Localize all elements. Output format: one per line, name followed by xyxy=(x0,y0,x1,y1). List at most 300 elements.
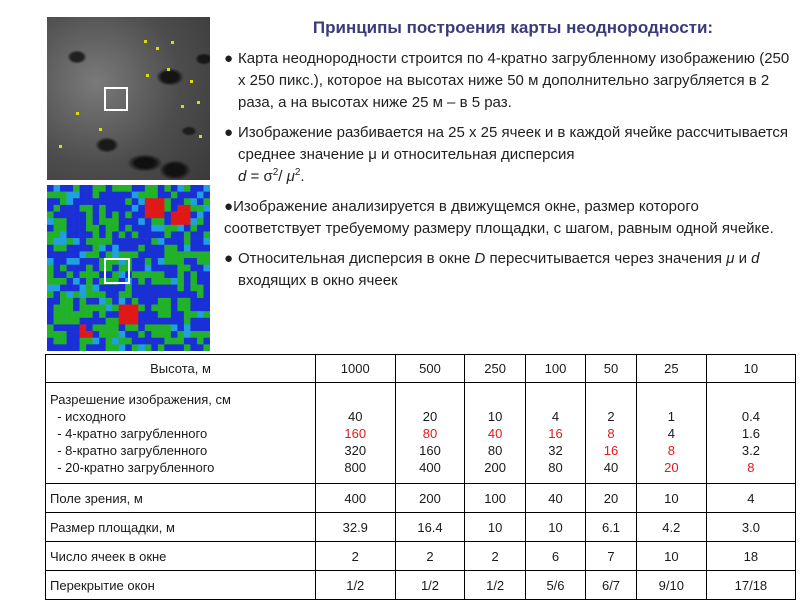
heat-cell xyxy=(47,271,54,278)
heat-cell xyxy=(151,258,158,265)
heat-cell xyxy=(106,231,113,238)
parameters-table xyxy=(45,354,796,600)
heat-cell xyxy=(132,291,139,298)
resolution-value: 32 xyxy=(548,442,563,458)
heat-cell xyxy=(138,271,145,278)
heat-cell xyxy=(177,265,184,272)
heat-cell xyxy=(138,258,145,265)
heat-cell xyxy=(80,271,87,278)
heat-cell xyxy=(73,285,80,292)
heat-cell xyxy=(112,298,119,305)
table-cell: 4.2 xyxy=(636,513,706,542)
heat-cell xyxy=(190,271,197,278)
heat-cell xyxy=(138,331,145,338)
heat-cell xyxy=(177,271,184,278)
heat-cell xyxy=(99,231,106,238)
heat-cell xyxy=(54,285,61,292)
heat-cell xyxy=(203,205,210,212)
heat-cell xyxy=(132,331,139,338)
marker-dot xyxy=(144,40,147,43)
heat-cell xyxy=(60,198,67,205)
heat-cell xyxy=(138,212,145,219)
heat-cell xyxy=(112,338,119,345)
heat-cell xyxy=(125,245,132,252)
heat-cell xyxy=(73,265,80,272)
heat-cell xyxy=(67,318,74,325)
heat-cell xyxy=(177,338,184,345)
heat-cell xyxy=(125,231,132,238)
heat-cell xyxy=(132,251,139,258)
heat-cell xyxy=(60,231,67,238)
heat-cell xyxy=(184,331,191,338)
heat-cell xyxy=(67,298,74,305)
heat-cell xyxy=(184,344,191,351)
resolution-value: 80 xyxy=(487,442,503,458)
heat-cell xyxy=(86,271,93,278)
heat-cell xyxy=(190,231,197,238)
heat-cell xyxy=(125,285,132,292)
heat-cell xyxy=(203,251,210,258)
table-cell: 4 xyxy=(706,484,795,513)
heat-cell xyxy=(145,185,152,192)
heat-cell xyxy=(86,278,93,285)
heat-cell xyxy=(158,305,165,312)
heat-cell xyxy=(197,185,204,192)
heat-cell xyxy=(164,185,171,192)
heat-cell xyxy=(158,278,165,285)
heat-cell xyxy=(54,324,61,331)
heat-cell xyxy=(203,238,210,245)
heat-cell xyxy=(145,218,152,225)
heat-cell xyxy=(106,311,113,318)
heat-cell xyxy=(106,324,113,331)
heat-cell xyxy=(132,271,139,278)
heat-cell xyxy=(60,278,67,285)
table-cell: 40 xyxy=(525,484,585,513)
heat-cell xyxy=(164,305,171,312)
heat-cell xyxy=(203,231,210,238)
heat-cell xyxy=(67,192,74,199)
heat-cell xyxy=(184,285,191,292)
resolution-value: 10 xyxy=(487,408,503,424)
heat-cell xyxy=(93,324,100,331)
heat-cell xyxy=(60,344,67,351)
heat-cell xyxy=(145,198,152,205)
header-cell: 100 xyxy=(525,355,585,383)
heat-cell xyxy=(47,192,54,199)
heat-cell xyxy=(125,212,132,219)
heat-cell xyxy=(184,205,191,212)
heat-cell xyxy=(73,311,80,318)
heat-cell xyxy=(86,265,93,272)
heat-cell xyxy=(151,305,158,312)
heat-cell xyxy=(197,192,204,199)
heat-cell xyxy=(112,318,119,325)
heat-cell xyxy=(138,318,145,325)
heat-cell xyxy=(177,324,184,331)
heat-cell xyxy=(112,245,119,252)
table-cell: 7 xyxy=(586,542,637,571)
heat-cell xyxy=(99,331,106,338)
heat-cell xyxy=(190,258,197,265)
heat-cell xyxy=(145,238,152,245)
table-cell: 100 xyxy=(465,484,525,513)
heat-cell xyxy=(197,318,204,325)
heat-cell xyxy=(60,318,67,325)
heat-cell xyxy=(125,338,132,345)
row-label: Число ячеек в окне xyxy=(46,542,316,571)
heat-cell xyxy=(164,298,171,305)
heat-cell xyxy=(158,205,165,212)
heat-cell xyxy=(138,185,145,192)
heat-cell xyxy=(151,265,158,272)
table-cell: 1/2 xyxy=(395,571,465,600)
heat-cell xyxy=(106,225,113,232)
heat-cell xyxy=(73,238,80,245)
row-label: Размер площадки, м xyxy=(46,513,316,542)
heat-cell xyxy=(60,238,67,245)
heat-cell xyxy=(138,324,145,331)
heat-cell xyxy=(158,338,165,345)
heat-cell xyxy=(54,192,61,199)
heat-cell xyxy=(73,338,80,345)
heat-cell xyxy=(177,225,184,232)
heat-cell xyxy=(158,225,165,232)
heat-cell xyxy=(197,212,204,219)
heat-cell xyxy=(158,185,165,192)
heat-cell xyxy=(184,311,191,318)
marker-dot xyxy=(197,101,200,104)
heat-cell xyxy=(73,318,80,325)
heat-cell xyxy=(93,298,100,305)
table-cell: 2 xyxy=(465,542,525,571)
heat-cell xyxy=(60,218,67,225)
heat-cell xyxy=(67,324,74,331)
heat-cell xyxy=(67,265,74,272)
heat-cell xyxy=(158,291,165,298)
heat-cell xyxy=(67,305,74,312)
heat-cell xyxy=(190,225,197,232)
table-cell xyxy=(395,383,465,484)
heat-cell xyxy=(184,231,191,238)
heat-cell xyxy=(119,318,126,325)
formula: $d = \sigma^2/$ $\mu^2$. xyxy=(238,167,305,185)
heat-cell xyxy=(80,324,87,331)
heat-cell xyxy=(93,291,100,298)
resolution-value: 8 xyxy=(607,425,615,441)
heat-cell xyxy=(203,271,210,278)
table-row xyxy=(46,383,796,484)
heat-cell xyxy=(106,192,113,199)
table-row xyxy=(46,484,796,513)
heat-cell xyxy=(119,324,126,331)
heat-cell xyxy=(184,185,191,192)
resolution-value: 20 xyxy=(664,459,679,475)
heat-cell xyxy=(184,198,191,205)
heat-cell xyxy=(151,331,158,338)
heat-cell xyxy=(54,251,61,258)
heat-cell xyxy=(86,298,93,305)
heat-cell xyxy=(164,192,171,199)
heat-cell xyxy=(145,225,152,232)
heat-cell xyxy=(190,291,197,298)
heat-cell xyxy=(164,245,171,252)
heat-cell xyxy=(119,285,126,292)
heat-cell xyxy=(80,205,87,212)
heat-cell xyxy=(164,291,171,298)
heat-cell xyxy=(203,318,210,325)
heat-cell xyxy=(60,285,67,292)
heat-cell xyxy=(145,338,152,345)
heat-cell xyxy=(197,285,204,292)
heat-cell xyxy=(197,265,204,272)
heat-cell xyxy=(73,225,80,232)
heat-cell xyxy=(112,225,119,232)
heat-cell xyxy=(138,311,145,318)
heat-cell xyxy=(197,331,204,338)
heat-cell xyxy=(190,298,197,305)
heat-cell xyxy=(132,344,139,351)
heat-cell xyxy=(203,285,210,292)
heat-cell xyxy=(47,324,54,331)
heat-cell xyxy=(99,338,106,345)
heat-cell xyxy=(203,192,210,199)
heat-cell xyxy=(112,305,119,312)
table-cell xyxy=(465,383,525,484)
heat-cell xyxy=(112,185,119,192)
heat-cell xyxy=(125,291,132,298)
heat-cell xyxy=(54,265,61,272)
heat-cell xyxy=(138,344,145,351)
heat-cell xyxy=(47,238,54,245)
heat-cell xyxy=(132,265,139,272)
marker-dot xyxy=(146,74,149,77)
heat-cell xyxy=(197,311,204,318)
heat-cell xyxy=(177,331,184,338)
heat-cell xyxy=(106,245,113,252)
heat-cell xyxy=(54,212,61,219)
heat-cell xyxy=(177,298,184,305)
heat-cell xyxy=(138,192,145,199)
heat-cell xyxy=(86,285,93,292)
heat-cell xyxy=(190,192,197,199)
heat-cell xyxy=(93,338,100,345)
heat-cell xyxy=(190,305,197,312)
heat-cell xyxy=(99,205,106,212)
heat-cell xyxy=(80,318,87,325)
heat-cell xyxy=(67,251,74,258)
table-cell: 17/18 xyxy=(706,571,795,600)
heat-cell xyxy=(60,212,67,219)
heat-cell xyxy=(138,245,145,252)
heat-cell xyxy=(73,271,80,278)
heat-cell xyxy=(80,331,87,338)
heat-cell xyxy=(177,205,184,212)
heat-cell xyxy=(158,318,165,325)
heat-cell xyxy=(164,271,171,278)
heat-cell xyxy=(99,318,106,325)
heat-cell xyxy=(93,265,100,272)
heat-cell xyxy=(145,258,152,265)
heat-cell xyxy=(184,212,191,219)
heat-cell xyxy=(164,205,171,212)
heat-cell xyxy=(203,218,210,225)
table-cell: 20 xyxy=(586,484,637,513)
heat-cell xyxy=(197,298,204,305)
heat-cell xyxy=(112,198,119,205)
heat-cell xyxy=(177,198,184,205)
heat-cell xyxy=(93,218,100,225)
heat-cell xyxy=(203,331,210,338)
heat-cell xyxy=(145,212,152,219)
heat-cell xyxy=(203,338,210,345)
heat-cell xyxy=(171,185,178,192)
heat-cell xyxy=(67,344,74,351)
heat-cell xyxy=(138,238,145,245)
resolution-value: 200 xyxy=(484,459,506,475)
heat-cell xyxy=(177,344,184,351)
heat-cell xyxy=(86,238,93,245)
heat-cell xyxy=(190,324,197,331)
heat-cell xyxy=(93,212,100,219)
heat-cell xyxy=(177,278,184,285)
heat-cell xyxy=(125,185,132,192)
heat-cell xyxy=(171,338,178,345)
heat-cell xyxy=(197,225,204,232)
heat-cell xyxy=(99,198,106,205)
heat-cell xyxy=(132,238,139,245)
heat-cell xyxy=(106,205,113,212)
heat-cell xyxy=(145,245,152,252)
heat-cell xyxy=(158,331,165,338)
heat-cell xyxy=(145,278,152,285)
heat-cell xyxy=(93,231,100,238)
heat-cell xyxy=(125,198,132,205)
heat-cell xyxy=(158,231,165,238)
heat-cell xyxy=(125,331,132,338)
heat-cell xyxy=(171,271,178,278)
heat-cell xyxy=(60,205,67,212)
heat-cell xyxy=(132,311,139,318)
heat-cell xyxy=(112,205,119,212)
heat-cell xyxy=(86,324,93,331)
table-cell: 6.1 xyxy=(586,513,637,542)
table-cell xyxy=(706,383,795,484)
heat-cell xyxy=(106,238,113,245)
heat-cell xyxy=(106,318,113,325)
heat-cell xyxy=(93,238,100,245)
heat-cell xyxy=(93,331,100,338)
heat-cell xyxy=(138,285,145,292)
resolution-value: 4 xyxy=(667,425,675,441)
bullet-mark: ● xyxy=(224,250,234,267)
heat-cell xyxy=(93,185,100,192)
heat-cell xyxy=(54,331,61,338)
row-label: Поле зрения, м xyxy=(46,484,316,513)
row-label: Перекрытие окон xyxy=(46,571,316,600)
heat-cell xyxy=(145,305,152,312)
heat-cell xyxy=(151,218,158,225)
bullet-text: Изображение анализируется в движущемся окне, размер которого соответствует требуемому размеру площадки, с шагом, равным одной ячейке. xyxy=(224,198,774,237)
heat-cell xyxy=(67,258,74,265)
heat-cell xyxy=(119,291,126,298)
heat-cell xyxy=(47,185,54,192)
heat-cell xyxy=(164,218,171,225)
header-cell: 1000 xyxy=(316,355,396,383)
heat-cell xyxy=(197,324,204,331)
heat-cell xyxy=(197,258,204,265)
bullet-item xyxy=(224,48,794,114)
heat-cell xyxy=(151,198,158,205)
heat-cell xyxy=(112,291,119,298)
heterogeneity-map xyxy=(47,185,210,351)
heat-cell xyxy=(106,212,113,219)
heat-cell xyxy=(86,338,93,345)
heat-cell xyxy=(60,271,67,278)
heat-cell xyxy=(145,251,152,258)
heat-cell xyxy=(184,271,191,278)
heat-cell xyxy=(132,298,139,305)
heat-cell xyxy=(119,344,126,351)
heat-cell xyxy=(158,271,165,278)
heat-cell xyxy=(151,238,158,245)
heat-cell xyxy=(151,205,158,212)
heat-cell xyxy=(47,318,54,325)
heat-cell xyxy=(151,271,158,278)
heat-cell xyxy=(106,218,113,225)
heat-cell xyxy=(106,344,113,351)
heat-cell xyxy=(164,285,171,292)
heat-cell xyxy=(73,344,80,351)
table-cell: 10 xyxy=(636,484,706,513)
heat-cell xyxy=(145,285,152,292)
heat-cell xyxy=(151,318,158,325)
resolution-value: 160 xyxy=(419,442,441,458)
heat-cell xyxy=(138,338,145,345)
heat-cell xyxy=(73,198,80,205)
bullet-mark: ● xyxy=(224,198,234,215)
heat-cell xyxy=(80,212,87,219)
heat-cell xyxy=(73,192,80,199)
heat-cell xyxy=(164,251,171,258)
heat-cell xyxy=(190,185,197,192)
heat-cell xyxy=(171,305,178,312)
heat-cell xyxy=(47,298,54,305)
heat-cell xyxy=(158,298,165,305)
heat-cell xyxy=(158,285,165,292)
heat-cell xyxy=(151,192,158,199)
heat-cell xyxy=(132,318,139,325)
heat-cell xyxy=(80,238,87,245)
heat-cell xyxy=(138,225,145,232)
heat-cell xyxy=(99,291,106,298)
heat-cell xyxy=(99,311,106,318)
heat-cell xyxy=(171,278,178,285)
heat-cell xyxy=(197,291,204,298)
heat-cell xyxy=(54,218,61,225)
heat-cell xyxy=(145,318,152,325)
table-header-row xyxy=(46,355,796,383)
heat-cell xyxy=(158,212,165,219)
heat-cell xyxy=(99,238,106,245)
heat-cell xyxy=(86,218,93,225)
heat-cell xyxy=(99,212,106,219)
heat-cell xyxy=(80,285,87,292)
heat-cell xyxy=(119,205,126,212)
heat-cell xyxy=(60,305,67,312)
heat-cell xyxy=(184,305,191,312)
heat-cell xyxy=(119,231,126,238)
